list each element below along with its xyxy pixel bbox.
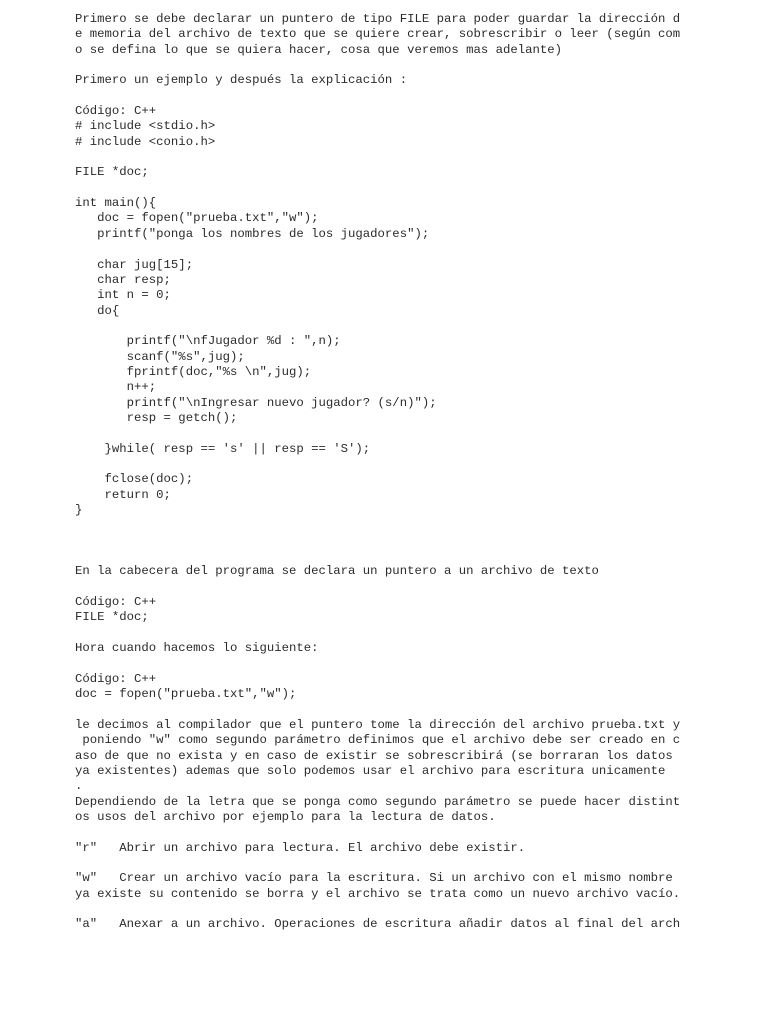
document-body-text: Primero se debe declarar un puntero de tipo FILE para poder guardar la dirección d e memoria del archivo de texto que se quiere crear, sobrescribir o leer (según com o se defina lo que se quiera hacer, cosa que veremos mas adelante) Primero un ejemplo y después la explicación : Código: C++ # include <stdio.h> # include <conio.h> FILE *doc; int main(){ doc = fopen("prueba.txt","w"); printf("ponga los nombres de los jugadores"); char jug[15]; char resp; int n = 0; do{ printf("\nfJugador %d : ",n); scanf("%s",jug); fprintf(doc,"%s \n",jug); n++; printf("\nIngresar nuevo jugador? (s/n)"); resp = getch(); }while( resp == 's' || resp == 'S'); fclose(doc); return 0; } En la cabecera del programa se declara un puntero a un archivo de texto Código: C++ FILE *doc; Hora cuando hacemos lo siguiente: Código: C++ doc = fopen("prueba.txt","w"); le decimos al compilador que el puntero tome la dirección del archivo prueba.txt y poniendo "w" como segundo parámetro definimos que el archivo debe ser creado en c aso de que no exista y en caso de existir se sobrescribirá (se borraran los datos ya existentes) ademas que solo podemos usar el archivo para escritura unicamente . Dependiendo de la letra que se ponga como segundo parámetro se puede hacer distint os usos del archivo por ejemplo para la lectura de datos. "r" Abrir un archivo para lectura. El archivo debe existir. "w" Crear un archivo vacío para la escritura. Si un archivo con el mismo nombre ya existe su contenido se borra y el archivo se trata como un nuevo archivo vacío. "a" Anexar a un archivo. Operaciones de escritura añadir datos al final del arch [75,12,681,932]
